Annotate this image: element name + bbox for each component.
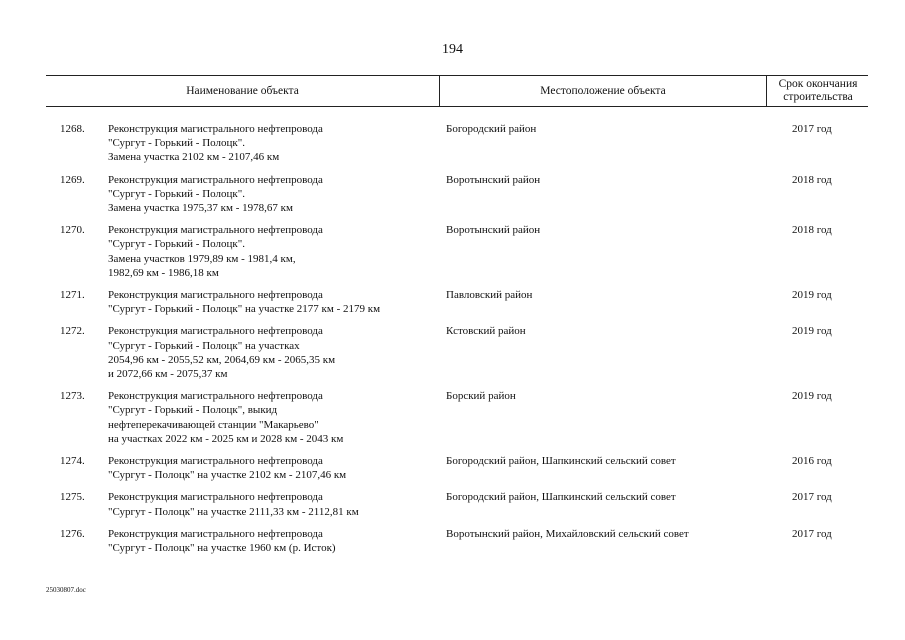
object-name-line: нефтеперекачивающей станции "Макарьево" <box>108 418 319 431</box>
table-row <box>0 223 905 280</box>
completion-term: 2017 год <box>792 491 832 504</box>
object-name-line: Замена участков 1979,89 км - 1981,4 км, <box>108 252 296 265</box>
table-row <box>0 122 905 165</box>
object-name-line: "Сургут - Полоцк" на участке 2111,33 км - 2112,81 км <box>108 505 359 518</box>
object-name <box>108 288 438 316</box>
object-name-line: "Сургут - Горький - Полоцк", выкид <box>108 404 278 417</box>
header-term-line2: строительства <box>783 91 853 103</box>
header-completion-term <box>766 76 869 106</box>
table-row <box>0 490 905 518</box>
object-name-line: Замена участка 2102 км - 2107,46 км <box>108 151 280 164</box>
object-name-line: "Сургут - Горький - Полоцк" на участках <box>108 339 300 352</box>
page-number: 194 <box>442 42 463 57</box>
table-row <box>0 527 905 555</box>
row-number: 1276. <box>60 527 85 540</box>
object-name-line: Реконструкция магистрального нефтепровода <box>108 224 323 237</box>
object-name-line: на участках 2022 км - 2025 км и 2028 км - 2043 км <box>108 432 344 445</box>
row-number: 1269. <box>60 173 85 186</box>
object-name <box>108 454 438 482</box>
row-number: 1274. <box>60 455 85 468</box>
table-row <box>0 324 905 381</box>
header-term-line1: Срок окончания <box>778 78 858 90</box>
object-location: Воротынский район, Михайловский сельский совет <box>446 527 689 540</box>
row-number: 1268. <box>60 123 85 135</box>
completion-term: 2019 год <box>792 325 832 338</box>
object-name <box>108 324 438 381</box>
object-name-line: и 2072,66 км - 2075,37 км <box>108 368 228 381</box>
object-name-line: "Сургут - Полоцк" на участке 2102 км - 2107,46 км <box>108 469 347 482</box>
object-name-line: "Сургут - Горький - Полоцк". <box>108 137 245 150</box>
object-name-line: "Сургут - Горький - Полоцк". <box>108 238 245 251</box>
object-location: Воротынский район <box>446 224 541 237</box>
object-name-line: Реконструкция магистрального нефтепровода <box>108 390 323 403</box>
completion-term: 2017 год <box>792 527 832 540</box>
object-name-line: 2054,96 км - 2055,52 км, 2064,69 км - 2065,35 км <box>108 353 336 366</box>
completion-term: 2017 год <box>792 123 832 135</box>
completion-term: 2018 год <box>792 173 832 186</box>
row-number: 1272. <box>60 325 85 338</box>
object-name-line: Реконструкция магистрального нефтепровода <box>108 325 323 338</box>
table-row <box>0 454 905 482</box>
object-name-line: Реконструкция магистрального нефтепровода <box>108 455 323 468</box>
object-name <box>108 389 438 446</box>
object-name-line: "Сургут - Полоцк" на участке 1960 км (р. Исток) <box>108 542 336 555</box>
object-name <box>108 527 438 555</box>
object-name-line: Замена участка 1975,37 км - 1978,67 км <box>108 202 293 215</box>
header-object-location: Местоположение объекта <box>439 76 766 106</box>
row-number: 1275. <box>60 491 85 504</box>
object-name-line: 1982,69 км - 1986,18 км <box>108 266 219 279</box>
table-body <box>0 122 905 563</box>
object-name <box>108 122 438 165</box>
row-number: 1270. <box>60 224 85 237</box>
object-name-line: Реконструкция магистрального нефтепровода <box>108 173 323 186</box>
object-location: Богородский район, Шапкинский сельский совет <box>446 455 676 468</box>
object-location: Павловский район <box>446 289 533 302</box>
object-location: Борский район <box>446 390 516 403</box>
table-header <box>46 75 868 107</box>
object-name-line: "Сургут - Горький - Полоцк". <box>108 187 245 200</box>
table-row <box>0 173 905 216</box>
completion-term: 2016 год <box>792 455 832 468</box>
header-object-name: Наименование объекта <box>186 84 299 97</box>
object-name-line: Реконструкция магистрального нефтепровода <box>108 527 323 540</box>
object-location: Богородский район, Шапкинский сельский совет <box>446 491 676 504</box>
object-name <box>108 490 438 518</box>
object-name-line: Реконструкция магистрального нефтепровода <box>108 289 323 302</box>
table-row <box>0 288 905 316</box>
completion-term: 2019 год <box>792 390 832 403</box>
document-filename: 25030807.doc <box>46 586 86 594</box>
object-name-line: Реконструкция магистрального нефтепровода <box>108 491 323 504</box>
object-location: Воротынский район <box>446 173 541 186</box>
table-row <box>0 389 905 446</box>
completion-term: 2019 год <box>792 289 832 302</box>
object-name <box>108 223 438 280</box>
object-name-line: Реконструкция магистрального нефтепровода <box>108 123 323 135</box>
object-name-line: "Сургут - Горький - Полоцк" на участке 2177 км - 2179 км <box>108 303 381 316</box>
object-location: Богородский район <box>446 123 537 135</box>
row-number: 1273. <box>60 390 85 403</box>
completion-term: 2018 год <box>792 224 832 237</box>
object-name <box>108 173 438 216</box>
object-location: Кстовский район <box>446 325 526 338</box>
row-number: 1271. <box>60 289 85 302</box>
